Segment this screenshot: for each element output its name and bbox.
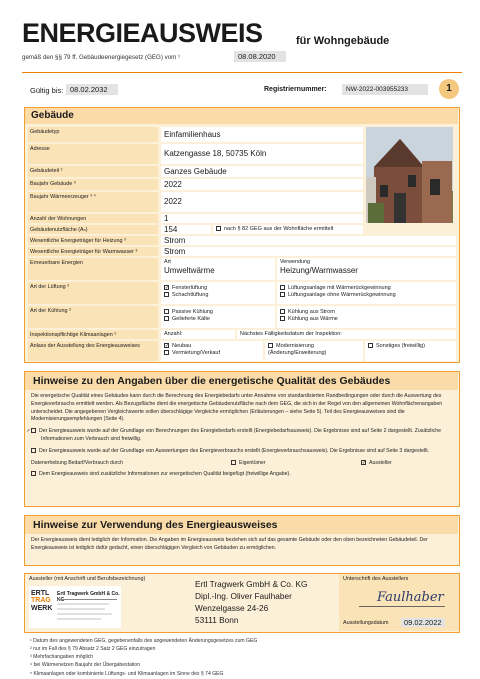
additional-info-text: Dem Energieausweis sind zusätzliche Informationen zur energetischen Qualität beigefügt (freiwillige Angabe). bbox=[39, 470, 291, 477]
registration-number-field: NW-2022-003955233 bbox=[342, 84, 428, 95]
demand-option bbox=[26, 428, 453, 444]
ventilation-checkbox[interactable]: ✓ bbox=[165, 285, 170, 292]
row-label: Art der Lüftung ³ bbox=[28, 282, 158, 304]
ventilation-option bbox=[280, 285, 453, 292]
building-part-value: Ganzes Gebäude bbox=[161, 166, 363, 177]
row-label: Wesentliche Energieträger für Warmwasser ³ bbox=[28, 247, 158, 256]
cooling-checkbox[interactable] bbox=[280, 309, 285, 314]
cooling-option bbox=[280, 309, 453, 316]
legal-basis: gemäß den §§ 79 ff. Gebäudeenergiegesetz (GEG) vom ¹ bbox=[22, 54, 181, 61]
cooling-option bbox=[164, 309, 272, 316]
row-inspection bbox=[28, 330, 456, 339]
issuer-street: Wenzelgasse 24-26 bbox=[195, 603, 269, 614]
footnote: ¹ Datum des angewendeten GEG, gegebenenfalls des angewendeten Änderungsgesetzes zum GEG bbox=[30, 638, 258, 644]
occasion-col-1 bbox=[161, 341, 263, 361]
row-label: Anlass der Ausstellung des Energieausweises bbox=[28, 341, 158, 361]
inspection-next-date: Nächstes Fälligkeitsdatum der Inspektion: bbox=[237, 330, 456, 339]
usage-notes-title: Hinweise zur Verwendung des Energieausweises bbox=[25, 516, 458, 534]
ventilation-option bbox=[280, 292, 453, 299]
occasion-option-label: Neubau bbox=[172, 343, 192, 349]
row-label: Inspektionspflichtige Klimaanlagen ⁵ bbox=[28, 330, 158, 339]
consumption-checkbox[interactable] bbox=[31, 448, 36, 453]
address-value: Katzengasse 18, 50735 Köln bbox=[161, 144, 363, 164]
issuer-person: Dipl.-Ing. Oliver Faulhaber bbox=[195, 591, 292, 602]
signature-line bbox=[359, 606, 445, 607]
logo-wordmark bbox=[31, 590, 52, 612]
data-collection-row bbox=[31, 460, 453, 468]
ventilation-col-2 bbox=[277, 282, 456, 304]
ventilation-checkbox[interactable] bbox=[164, 292, 169, 297]
usage-notes-section bbox=[24, 515, 460, 566]
document-subtitle: für Wohngebäude bbox=[296, 35, 390, 47]
logo-line: ERTL bbox=[31, 590, 50, 597]
renewable-use-cell bbox=[277, 258, 456, 280]
footnote: ⁵ Klimaanlagen oder kombinierte Lüftungs- und Klimaanlagen im Sinne des § 74 GEG bbox=[30, 670, 224, 677]
inspection-count: Anzahl: bbox=[161, 330, 235, 339]
occasion-option bbox=[164, 350, 260, 357]
cooling-col-2 bbox=[277, 306, 456, 328]
apartments-value: 1 bbox=[161, 214, 363, 223]
logo-line: WERK bbox=[31, 604, 53, 612]
occasion-option bbox=[164, 343, 260, 350]
water-carrier-value: Strom bbox=[161, 247, 456, 256]
row-heating-carrier bbox=[28, 236, 456, 245]
logo-line: TRAG bbox=[31, 597, 51, 605]
row-label: Gebäudenutzfläche (Aₙ) bbox=[28, 225, 158, 234]
signature-label: Unterschrift des Ausstellers bbox=[343, 576, 409, 582]
row-renewable bbox=[28, 258, 456, 280]
row-label: Gebäudeteil ² bbox=[28, 166, 158, 177]
building-photo bbox=[366, 127, 453, 223]
renewable-use-label: Verwendung bbox=[280, 259, 310, 265]
occasion-checkbox[interactable] bbox=[164, 350, 169, 355]
ventilation-option-label: Schachtlüftung bbox=[172, 291, 209, 298]
occasion-col-3 bbox=[365, 341, 456, 361]
stamp-name: Ertl Tragwerk GmbH & Co. KG bbox=[57, 591, 120, 603]
renewable-type-label: Art bbox=[164, 259, 171, 265]
stamp-lines bbox=[57, 599, 117, 623]
row-label: Baujahr Wärmeerzeuger ³ ⁴ bbox=[28, 192, 158, 212]
occasion-col-2 bbox=[265, 341, 363, 361]
ventilation-col-1 bbox=[161, 282, 275, 304]
issuer-section bbox=[24, 573, 460, 633]
demand-checkbox[interactable]: ✓ bbox=[31, 428, 36, 433]
quality-notes-section bbox=[24, 371, 460, 507]
ventilation-checkbox[interactable] bbox=[280, 292, 285, 297]
document-title: ENERGIEAUSWEIS bbox=[22, 18, 263, 48]
registration-label: Registriernummer: bbox=[264, 86, 327, 93]
cooling-checkbox[interactable] bbox=[280, 316, 285, 321]
footnote: ⁴ bei Wärmenetzen Baujahr der Übergabestation bbox=[30, 662, 141, 669]
year-built-value: 2022 bbox=[161, 179, 363, 190]
cooling-option bbox=[164, 316, 272, 323]
cooling-option-label: Passive Kühlung bbox=[172, 309, 213, 315]
owner-label: Eigentümer bbox=[239, 459, 266, 466]
additional-info-checkbox[interactable] bbox=[31, 471, 36, 476]
heater-year-value: 2022 bbox=[161, 192, 363, 212]
issue-date-field: 09.02.2022 bbox=[401, 618, 445, 627]
renewable-use-value: Heizung/Warmwasser bbox=[280, 265, 358, 275]
row-ventilation bbox=[28, 282, 456, 304]
row-label: Erneuerbare Energien bbox=[28, 258, 158, 280]
page-number-badge: 1 bbox=[439, 79, 459, 99]
row-water-carrier bbox=[28, 247, 456, 256]
issuer-address bbox=[195, 578, 308, 626]
ventilation-option-label: Lüftungsanlage ohne Wärmerückgewinnung bbox=[288, 291, 396, 298]
cooling-option bbox=[280, 316, 453, 323]
ventilation-checkbox[interactable] bbox=[280, 285, 285, 290]
building-section-title: Gebäude bbox=[25, 108, 458, 124]
ventilation-option-label: Fensterlüftung bbox=[172, 285, 208, 291]
usable-area-value: 154 bbox=[161, 225, 211, 234]
occasion-option-label: Sonstiges (freiwillig) bbox=[376, 343, 425, 349]
cooling-option-label: Kühlung aus Strom bbox=[288, 309, 335, 315]
consumption-option-text: Der Energieausweis wurde auf der Grundlage von Auswertungen des Energieverbrauchs erstellt (Energieverbrauchsausweis). Die Ergebnisse sind auf Seite 3 dargestellt. bbox=[39, 447, 430, 454]
issuer-company: Ertl Tragwerk GmbH & Co. KG bbox=[195, 579, 308, 589]
row-occasion bbox=[28, 341, 456, 361]
occasion-checkbox[interactable]: ✓ bbox=[165, 343, 170, 350]
signature-handwriting: Faulhaber bbox=[377, 590, 444, 605]
row-label: Gebäudetyp bbox=[28, 127, 158, 142]
additional-info-option bbox=[31, 471, 453, 479]
data-collection-label: Datenerhebung Bedarf/Verbrauch durch bbox=[31, 459, 123, 466]
issuer-city: 53111 Bonn bbox=[195, 615, 239, 626]
cooling-checkbox[interactable] bbox=[164, 316, 169, 321]
row-label: Wesentliche Energieträger für Heizung ³ bbox=[28, 236, 158, 245]
header-rule bbox=[22, 72, 462, 73]
row-label: Baujahr Gebäude ³ bbox=[28, 179, 158, 190]
row-label: Art der Kühlung ³ bbox=[28, 306, 158, 328]
area-method-checkbox[interactable] bbox=[216, 226, 221, 231]
occasion-checkbox[interactable] bbox=[368, 343, 373, 348]
consumption-option bbox=[31, 448, 453, 456]
footnote: ² nur im Fall des § 79 Absatz 2 Satz 2 GEG einzutragen bbox=[30, 646, 156, 653]
owner-option bbox=[231, 460, 266, 468]
row-usable-area bbox=[28, 225, 456, 234]
footnotes bbox=[30, 637, 460, 678]
cooling-option-label: Kühlung aus Wärme bbox=[288, 315, 338, 322]
row-label: Adresse bbox=[28, 144, 158, 164]
occasion-option-label: Modernisierung (Änderung/Erweiterung) bbox=[268, 343, 327, 356]
ventilation-option bbox=[164, 292, 272, 299]
owner-checkbox[interactable] bbox=[231, 460, 236, 465]
row-label: Anzahl der Wohnungen bbox=[28, 214, 158, 223]
heating-carrier-value: Strom bbox=[161, 236, 456, 245]
usage-notes-body: Der Energieausweis dient lediglich der Information. Die Angaben im Energieausweis beziehen sich auf das gesamte Gebäude oder den oben bezeichneten Gebäudeteil. Der Energieausweis ist lediglich dafür gedacht, einen überschlägigen Vergleich von Gebäuden zu ermöglichen. bbox=[31, 537, 428, 551]
renewable-type-cell bbox=[161, 258, 275, 280]
area-method-label: nach § 82 GEG aus der Wohnfläche ermittelt bbox=[224, 226, 334, 232]
issuer-checkbox[interactable]: ✓ bbox=[362, 459, 367, 466]
row-cooling bbox=[28, 306, 456, 328]
issue-date-label: Ausstellungsdatum bbox=[343, 620, 389, 626]
issuer-option-label: Aussteller bbox=[369, 459, 392, 466]
demand-option-text: Der Energieausweis wurde auf der Grundlage von Berechnungen des Energiebedarfs erstellt (Energiebedarfsausweis). Die Ergebnisse sind auf Seite 2 dargestellt. Zusätzliche Informationen zum Verbrauch sind freiwillig. bbox=[39, 428, 441, 442]
legal-date-field: 08.08.2020 bbox=[234, 51, 286, 62]
issuer-option bbox=[361, 460, 392, 468]
cooling-col-1 bbox=[161, 306, 275, 328]
valid-until-field: 08.02.2032 bbox=[66, 84, 118, 95]
company-logo-stamp bbox=[29, 586, 121, 628]
valid-until-label: Gültig bis: bbox=[30, 86, 64, 95]
occasion-checkbox[interactable] bbox=[268, 343, 273, 348]
cooling-option-label: Gelieferte Kälte bbox=[172, 315, 210, 322]
issuer-label: Aussteller (mit Anschrift und Berufsbezeichnung) bbox=[29, 576, 146, 582]
ventilation-option bbox=[164, 285, 272, 292]
building-section bbox=[24, 107, 460, 363]
area-method-option bbox=[213, 225, 363, 234]
quality-notes-body bbox=[26, 393, 453, 478]
renewable-type-value: Umweltwärme bbox=[164, 265, 215, 275]
building-type-value: Einfamilienhaus bbox=[161, 127, 363, 142]
quality-notes-intro: Die energetische Qualität eines Gebäudes kann durch die Berechnung des Energiebedarfs unter Annahme von standardisierten Randbedingungen oder durch die Auswertung des Energieverbrauchs ermittelt werden. Als Bezugsfläche dient die energetische Gebäudenutzfläche nach dem GEG, die sich in der Regel von den allgemeinen Wohnflächenangaben unterscheidet. Die angegebenen Vergleichswerte sollen überschlägige Vergleiche ermöglichen (Erläuterungen – siehe Seite 5). Teil des Energieausweises sind die Modernisierungsempfehlungen (Seite 4). bbox=[31, 393, 443, 423]
occasion-option-label: Vermietung/Verkauf bbox=[172, 349, 221, 356]
ventilation-option-label: Lüftungsanlage mit Wärmerückgewinnung bbox=[288, 285, 391, 291]
quality-notes-title: Hinweise zu den Angaben über die energetische Qualität des Gebäudes bbox=[25, 372, 458, 390]
signature-box bbox=[339, 574, 459, 631]
footnote: ³ Mehrfachangaben möglich bbox=[30, 654, 94, 661]
cooling-checkbox[interactable] bbox=[164, 309, 169, 314]
